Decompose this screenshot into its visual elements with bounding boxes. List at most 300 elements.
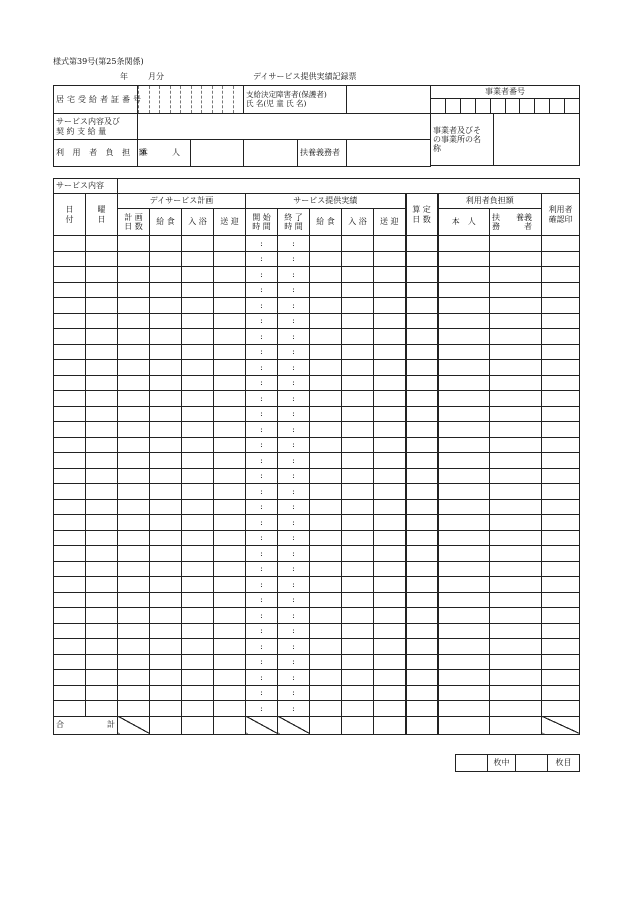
record-cell[interactable] (342, 623, 374, 639)
record-cell[interactable] (310, 561, 342, 577)
record-cell[interactable] (310, 453, 342, 469)
record-cell[interactable] (490, 561, 542, 577)
record-cell[interactable] (118, 406, 150, 422)
record-cell[interactable] (406, 592, 438, 608)
record-cell[interactable] (310, 685, 342, 701)
record-cell[interactable] (54, 484, 86, 500)
record-cell[interactable] (438, 236, 490, 252)
record-cell[interactable] (118, 561, 150, 577)
start-time-cell[interactable]: : (246, 623, 278, 639)
record-cell[interactable] (182, 329, 214, 345)
record-cell[interactable] (86, 344, 118, 360)
record-cell[interactable] (342, 546, 374, 562)
record-cell[interactable] (118, 344, 150, 360)
record-cell[interactable] (214, 592, 246, 608)
record-cell[interactable] (542, 701, 580, 717)
record-cell[interactable] (342, 701, 374, 717)
record-cell[interactable] (118, 701, 150, 717)
record-cell[interactable] (214, 344, 246, 360)
burden-guardian-field[interactable] (347, 140, 431, 167)
record-cell[interactable] (54, 561, 86, 577)
record-cell[interactable] (86, 298, 118, 314)
record-cell[interactable] (86, 577, 118, 593)
start-time-cell[interactable]: : (246, 267, 278, 283)
record-cell[interactable] (150, 437, 182, 453)
record-cell[interactable] (374, 654, 406, 670)
record-cell[interactable] (342, 654, 374, 670)
record-cell[interactable] (214, 236, 246, 252)
record-cell[interactable] (310, 484, 342, 500)
record-cell[interactable] (214, 530, 246, 546)
record-cell[interactable] (490, 453, 542, 469)
burden-self-field[interactable] (244, 140, 298, 167)
record-cell[interactable] (374, 313, 406, 329)
record-cell[interactable] (438, 360, 490, 376)
record-cell[interactable] (342, 406, 374, 422)
record-cell[interactable] (182, 484, 214, 500)
record-cell[interactable] (490, 251, 542, 267)
record-cell[interactable] (182, 561, 214, 577)
record-cell[interactable] (490, 375, 542, 391)
record-cell[interactable] (542, 561, 580, 577)
end-time-cell[interactable]: : (278, 468, 310, 484)
record-cell[interactable] (490, 670, 542, 686)
record-cell[interactable] (342, 468, 374, 484)
start-time-cell[interactable]: : (246, 282, 278, 298)
end-time-cell[interactable]: : (278, 453, 310, 469)
record-cell[interactable] (374, 546, 406, 562)
record-cell[interactable] (182, 685, 214, 701)
record-cell[interactable] (118, 391, 150, 407)
end-time-cell[interactable]: : (278, 391, 310, 407)
record-cell[interactable] (406, 375, 438, 391)
record-cell[interactable] (310, 298, 342, 314)
record-cell[interactable] (150, 391, 182, 407)
start-time-cell[interactable]: : (246, 670, 278, 686)
record-cell[interactable] (490, 391, 542, 407)
end-time-cell[interactable]: : (278, 701, 310, 717)
record-cell[interactable] (542, 499, 580, 515)
record-cell[interactable] (490, 360, 542, 376)
record-cell[interactable] (182, 453, 214, 469)
record-cell[interactable] (438, 267, 490, 283)
record-cell[interactable] (438, 468, 490, 484)
start-time-cell[interactable]: : (246, 515, 278, 531)
record-cell[interactable] (406, 685, 438, 701)
start-time-cell[interactable]: : (246, 592, 278, 608)
record-cell[interactable] (86, 391, 118, 407)
record-cell[interactable] (182, 422, 214, 438)
start-time-cell[interactable]: : (246, 313, 278, 329)
record-cell[interactable] (438, 282, 490, 298)
start-time-cell[interactable]: : (246, 685, 278, 701)
record-cell[interactable] (182, 623, 214, 639)
record-cell[interactable] (54, 313, 86, 329)
burden-self-cell[interactable] (138, 140, 244, 167)
record-cell[interactable] (214, 437, 246, 453)
record-cell[interactable] (54, 701, 86, 717)
record-cell[interactable] (438, 329, 490, 345)
end-time-cell[interactable]: : (278, 406, 310, 422)
start-time-cell[interactable]: : (246, 499, 278, 515)
start-time-cell[interactable]: : (246, 251, 278, 267)
record-cell[interactable] (374, 592, 406, 608)
record-cell[interactable] (490, 298, 542, 314)
record-cell[interactable] (118, 499, 150, 515)
record-cell[interactable] (310, 391, 342, 407)
record-cell[interactable] (150, 406, 182, 422)
end-time-cell[interactable]: : (278, 592, 310, 608)
record-cell[interactable] (374, 267, 406, 283)
record-cell[interactable] (150, 422, 182, 438)
end-time-cell[interactable]: : (278, 251, 310, 267)
end-time-cell[interactable]: : (278, 344, 310, 360)
record-cell[interactable] (374, 453, 406, 469)
record-cell[interactable] (54, 344, 86, 360)
record-cell[interactable] (490, 515, 542, 531)
record-cell[interactable] (490, 313, 542, 329)
record-cell[interactable] (214, 546, 246, 562)
record-cell[interactable] (490, 422, 542, 438)
total-actual-transport[interactable] (374, 716, 406, 734)
record-cell[interactable] (490, 623, 542, 639)
record-cell[interactable] (438, 422, 490, 438)
end-time-cell[interactable]: : (278, 515, 310, 531)
record-cell[interactable] (406, 251, 438, 267)
record-cell[interactable] (86, 468, 118, 484)
record-cell[interactable] (542, 577, 580, 593)
record-cell[interactable] (214, 515, 246, 531)
record-cell[interactable] (490, 267, 542, 283)
record-cell[interactable] (214, 468, 246, 484)
record-cell[interactable] (342, 639, 374, 655)
record-cell[interactable] (182, 639, 214, 655)
record-cell[interactable] (86, 670, 118, 686)
record-cell[interactable] (490, 329, 542, 345)
record-cell[interactable] (150, 546, 182, 562)
record-cell[interactable] (406, 236, 438, 252)
record-cell[interactable] (490, 236, 542, 252)
record-cell[interactable] (310, 670, 342, 686)
record-cell[interactable] (54, 437, 86, 453)
end-time-cell[interactable]: : (278, 267, 310, 283)
record-cell[interactable] (54, 592, 86, 608)
start-time-cell[interactable]: : (246, 360, 278, 376)
record-cell[interactable] (374, 561, 406, 577)
record-cell[interactable] (118, 313, 150, 329)
end-time-cell[interactable]: : (278, 236, 310, 252)
record-cell[interactable] (182, 375, 214, 391)
record-cell[interactable] (54, 685, 86, 701)
record-cell[interactable] (342, 608, 374, 624)
record-cell[interactable] (406, 329, 438, 345)
record-cell[interactable] (310, 313, 342, 329)
record-cell[interactable] (490, 685, 542, 701)
record-cell[interactable] (54, 670, 86, 686)
record-cell[interactable] (118, 453, 150, 469)
record-cell[interactable] (118, 360, 150, 376)
record-cell[interactable] (54, 236, 86, 252)
record-cell[interactable] (490, 468, 542, 484)
record-cell[interactable] (374, 468, 406, 484)
record-cell[interactable] (86, 329, 118, 345)
start-time-cell[interactable]: : (246, 437, 278, 453)
record-cell[interactable] (406, 298, 438, 314)
record-cell[interactable] (406, 422, 438, 438)
record-cell[interactable] (342, 251, 374, 267)
record-cell[interactable] (118, 422, 150, 438)
record-cell[interactable] (310, 422, 342, 438)
start-time-cell[interactable]: : (246, 453, 278, 469)
end-time-cell[interactable]: : (278, 623, 310, 639)
record-cell[interactable] (150, 282, 182, 298)
record-cell[interactable] (342, 561, 374, 577)
end-time-cell[interactable]: : (278, 670, 310, 686)
record-cell[interactable] (86, 375, 118, 391)
record-cell[interactable] (214, 499, 246, 515)
record-cell[interactable] (406, 670, 438, 686)
record-cell[interactable] (542, 391, 580, 407)
record-cell[interactable] (406, 608, 438, 624)
start-time-cell[interactable]: : (246, 298, 278, 314)
service-content-field[interactable] (118, 179, 580, 194)
record-cell[interactable] (86, 267, 118, 283)
record-cell[interactable] (438, 546, 490, 562)
end-time-cell[interactable]: : (278, 499, 310, 515)
record-cell[interactable] (54, 267, 86, 283)
record-cell[interactable] (438, 313, 490, 329)
record-cell[interactable] (310, 236, 342, 252)
record-cell[interactable] (310, 592, 342, 608)
record-cell[interactable] (118, 530, 150, 546)
start-time-cell[interactable]: : (246, 608, 278, 624)
record-cell[interactable] (342, 375, 374, 391)
start-time-cell[interactable]: : (246, 391, 278, 407)
record-cell[interactable] (54, 654, 86, 670)
record-cell[interactable] (342, 329, 374, 345)
record-cell[interactable] (542, 422, 580, 438)
cert-number-boxes[interactable] (138, 86, 244, 114)
start-time-cell[interactable]: : (246, 375, 278, 391)
record-cell[interactable] (374, 437, 406, 453)
total-plan-meal[interactable] (150, 716, 182, 734)
record-cell[interactable] (542, 360, 580, 376)
record-cell[interactable] (182, 670, 214, 686)
record-cell[interactable] (182, 592, 214, 608)
record-cell[interactable] (214, 453, 246, 469)
record-cell[interactable] (182, 344, 214, 360)
end-time-cell[interactable]: : (278, 577, 310, 593)
record-cell[interactable] (438, 685, 490, 701)
start-time-cell[interactable]: : (246, 484, 278, 500)
end-time-cell[interactable]: : (278, 360, 310, 376)
record-cell[interactable] (374, 282, 406, 298)
record-cell[interactable] (118, 484, 150, 500)
record-cell[interactable] (214, 360, 246, 376)
record-cell[interactable] (214, 329, 246, 345)
record-cell[interactable] (214, 701, 246, 717)
record-cell[interactable] (406, 623, 438, 639)
record-cell[interactable] (86, 313, 118, 329)
record-cell[interactable] (86, 406, 118, 422)
record-cell[interactable] (54, 360, 86, 376)
record-cell[interactable] (438, 406, 490, 422)
record-cell[interactable] (150, 360, 182, 376)
record-cell[interactable] (542, 530, 580, 546)
record-cell[interactable] (374, 515, 406, 531)
record-cell[interactable] (182, 313, 214, 329)
record-cell[interactable] (54, 453, 86, 469)
record-cell[interactable] (86, 251, 118, 267)
record-cell[interactable] (182, 608, 214, 624)
record-cell[interactable] (406, 344, 438, 360)
record-cell[interactable] (118, 608, 150, 624)
record-cell[interactable] (490, 654, 542, 670)
record-cell[interactable] (342, 298, 374, 314)
record-cell[interactable] (542, 515, 580, 531)
record-cell[interactable] (438, 654, 490, 670)
record-cell[interactable] (150, 251, 182, 267)
record-cell[interactable] (342, 344, 374, 360)
record-cell[interactable] (310, 546, 342, 562)
record-cell[interactable] (310, 608, 342, 624)
start-time-cell[interactable]: : (246, 701, 278, 717)
record-cell[interactable] (150, 639, 182, 655)
record-cell[interactable] (118, 437, 150, 453)
record-cell[interactable] (54, 577, 86, 593)
record-cell[interactable] (182, 251, 214, 267)
record-cell[interactable] (406, 577, 438, 593)
record-cell[interactable] (542, 546, 580, 562)
record-cell[interactable] (310, 406, 342, 422)
end-time-cell[interactable]: : (278, 298, 310, 314)
record-cell[interactable] (310, 344, 342, 360)
record-cell[interactable] (406, 437, 438, 453)
record-cell[interactable] (438, 592, 490, 608)
start-time-cell[interactable]: : (246, 530, 278, 546)
record-cell[interactable] (86, 437, 118, 453)
record-cell[interactable] (438, 623, 490, 639)
record-cell[interactable] (214, 670, 246, 686)
record-cell[interactable] (438, 577, 490, 593)
record-cell[interactable] (86, 515, 118, 531)
record-cell[interactable] (150, 592, 182, 608)
record-cell[interactable] (374, 623, 406, 639)
record-cell[interactable] (118, 375, 150, 391)
record-cell[interactable] (214, 375, 246, 391)
record-cell[interactable] (438, 608, 490, 624)
record-cell[interactable] (118, 267, 150, 283)
record-cell[interactable] (438, 375, 490, 391)
record-cell[interactable] (310, 623, 342, 639)
record-cell[interactable] (406, 313, 438, 329)
record-cell[interactable] (86, 701, 118, 717)
record-cell[interactable] (438, 453, 490, 469)
record-cell[interactable] (342, 267, 374, 283)
end-time-cell[interactable]: : (278, 437, 310, 453)
record-cell[interactable] (86, 561, 118, 577)
record-cell[interactable] (118, 298, 150, 314)
record-cell[interactable] (310, 654, 342, 670)
record-cell[interactable] (118, 329, 150, 345)
record-cell[interactable] (86, 592, 118, 608)
record-cell[interactable] (542, 282, 580, 298)
record-cell[interactable] (438, 391, 490, 407)
record-cell[interactable] (150, 267, 182, 283)
record-cell[interactable] (86, 639, 118, 655)
provider-name-field[interactable] (494, 114, 580, 166)
record-cell[interactable] (310, 530, 342, 546)
record-cell[interactable] (150, 701, 182, 717)
record-cell[interactable] (310, 251, 342, 267)
end-time-cell[interactable]: : (278, 546, 310, 562)
record-cell[interactable] (118, 592, 150, 608)
record-cell[interactable] (374, 298, 406, 314)
record-cell[interactable] (490, 530, 542, 546)
record-cell[interactable] (150, 685, 182, 701)
record-cell[interactable] (182, 267, 214, 283)
record-cell[interactable] (310, 375, 342, 391)
record-cell[interactable] (406, 499, 438, 515)
record-cell[interactable] (342, 422, 374, 438)
record-cell[interactable] (542, 298, 580, 314)
record-cell[interactable] (54, 422, 86, 438)
end-time-cell[interactable]: : (278, 422, 310, 438)
record-cell[interactable] (542, 437, 580, 453)
record-cell[interactable] (214, 577, 246, 593)
record-cell[interactable] (214, 267, 246, 283)
record-cell[interactable] (342, 577, 374, 593)
end-time-cell[interactable]: : (278, 639, 310, 655)
record-cell[interactable] (342, 685, 374, 701)
start-time-cell[interactable]: : (246, 546, 278, 562)
record-cell[interactable] (118, 577, 150, 593)
record-cell[interactable] (86, 546, 118, 562)
record-cell[interactable] (374, 685, 406, 701)
record-cell[interactable] (374, 608, 406, 624)
record-cell[interactable] (214, 561, 246, 577)
record-cell[interactable] (54, 282, 86, 298)
total-plan-bath[interactable] (182, 716, 214, 734)
start-time-cell[interactable]: : (246, 236, 278, 252)
record-cell[interactable] (342, 391, 374, 407)
record-cell[interactable] (214, 608, 246, 624)
service-contract-field[interactable] (138, 114, 431, 140)
record-cell[interactable] (182, 654, 214, 670)
record-cell[interactable] (406, 282, 438, 298)
end-time-cell[interactable]: : (278, 561, 310, 577)
record-cell[interactable] (438, 701, 490, 717)
record-cell[interactable] (406, 391, 438, 407)
start-time-cell[interactable]: : (246, 639, 278, 655)
record-cell[interactable] (54, 251, 86, 267)
record-cell[interactable] (182, 282, 214, 298)
record-cell[interactable] (150, 236, 182, 252)
record-cell[interactable] (118, 468, 150, 484)
record-cell[interactable] (86, 236, 118, 252)
record-cell[interactable] (182, 468, 214, 484)
record-cell[interactable] (214, 391, 246, 407)
record-cell[interactable] (150, 313, 182, 329)
record-cell[interactable] (182, 360, 214, 376)
record-cell[interactable] (406, 406, 438, 422)
record-cell[interactable] (150, 344, 182, 360)
end-time-cell[interactable]: : (278, 685, 310, 701)
total-actual-bath[interactable] (342, 716, 374, 734)
record-cell[interactable] (54, 639, 86, 655)
record-cell[interactable] (438, 530, 490, 546)
record-cell[interactable] (54, 546, 86, 562)
